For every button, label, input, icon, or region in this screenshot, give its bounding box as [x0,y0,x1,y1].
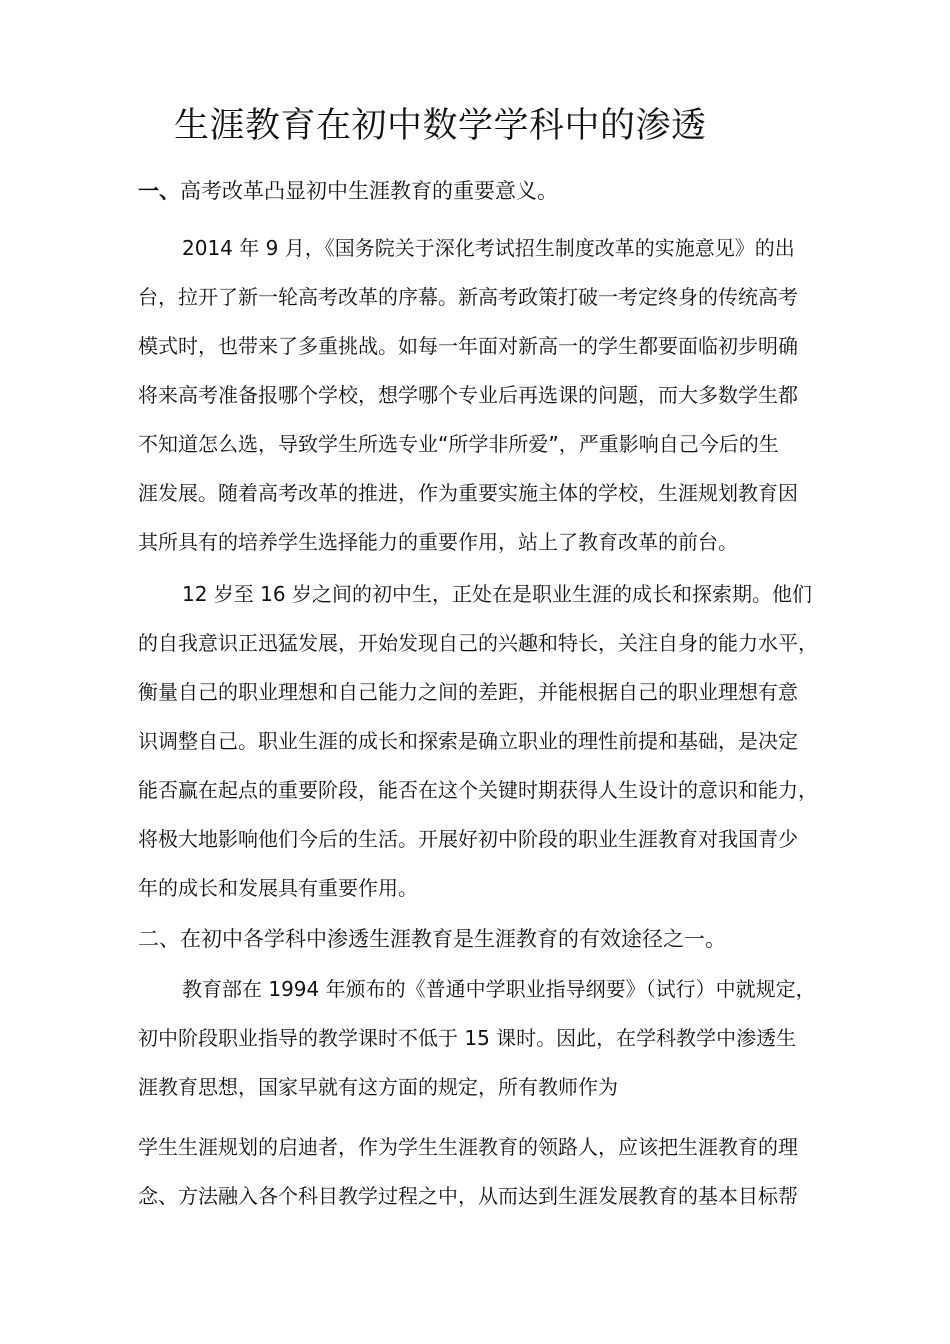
paragraph-line: 12 岁至 16 岁之间的初中生，正处在是职业生涯的成长和探索期。他们 [182,582,812,606]
paragraph-line: 涯发展。随着高考改革的推进，作为重要实施主体的学校，生涯规划教育因 [138,481,798,505]
paragraph-line: 识调整自己。职业生涯的成长和探索是确立职业的理性前提和基础，是决定 [138,729,798,753]
paragraph-line: 不知道怎么选，导致学生所选专业“所学非所爱”，严重影响自己今后的生 [138,432,779,456]
section-1-paragraph-1 [138,224,858,567]
paragraph-line: 衡量自己的职业理想和自己能力之间的差距，并能根据自己的职业理想有意 [138,680,798,704]
document-title: 生涯教育在初中数学学科中的渗透 [174,106,707,146]
paragraph-line: 的自我意识正迅猛发展，开始发现自己的兴趣和特长，关注自身的能力水平， [138,631,818,655]
section-2-paragraph-1 [138,965,858,1112]
paragraph-line: 教育部在 1994 年颁布的《普通中学职业指导纲要》（试行）中就规定， [182,977,816,1001]
paragraph-line: 将极大地影响他们今后的生活。开展好初中阶段的职业生涯教育对我国青少 [138,827,798,851]
paragraph-line: 将来高考准备报哪个学校，想学哪个专业后再选课的问题，而大多数学生都 [138,383,798,407]
section-1-heading-text: 高考改革凸显初中生涯教育的重要意义。 [180,179,558,203]
paragraph-line: 台，拉开了新一轮高考改革的序幕。新高考政策打破一考定终身的传统高考 [138,285,798,309]
section-2-number: 二、 [138,927,180,951]
paragraph-line: 年的成长和发展具有重要作用。 [138,876,418,900]
section-2-heading-text: 在初中各学科中渗透生涯教育是生涯教育的有效途径之一。 [180,927,726,951]
paragraph-line: 念、方法融入各个科目教学过程之中，从而达到生涯发展教育的基本目标帮 [138,1184,798,1208]
section-1-number: 一、 [138,179,180,203]
paragraph-line: 涯教育思想，国家早就有这方面的规定，所有教师作为 [138,1075,618,1099]
paragraph-line: 能否赢在起点的重要阶段，能否在这个关键时期获得人生设计的意识和能力， [138,778,818,802]
paragraph-line: 模式时，也带来了多重挑战。如每一年面对新高一的学生都要面临初步明确 [138,334,798,358]
section-1-paragraph-2 [138,570,858,913]
section-1-heading [138,176,558,206]
section-2-paragraph-2 [138,1123,858,1221]
section-2-heading [138,924,726,954]
paragraph-line: 2014 年 9 月，《国务院关于深化考试招生制度改革的实施意见》的出 [182,236,795,260]
paragraph-line: 学生生涯规划的启迪者，作为学生生涯教育的领路人，应该把生涯教育的理 [138,1135,798,1159]
paragraph-line: 初中阶段职业指导的教学课时不低于 15 课时。因此，在学科教学中渗透生 [138,1026,797,1050]
paragraph-line: 其所具有的培养学生选择能力的重要作用，站上了教育改革的前台。 [138,530,738,554]
